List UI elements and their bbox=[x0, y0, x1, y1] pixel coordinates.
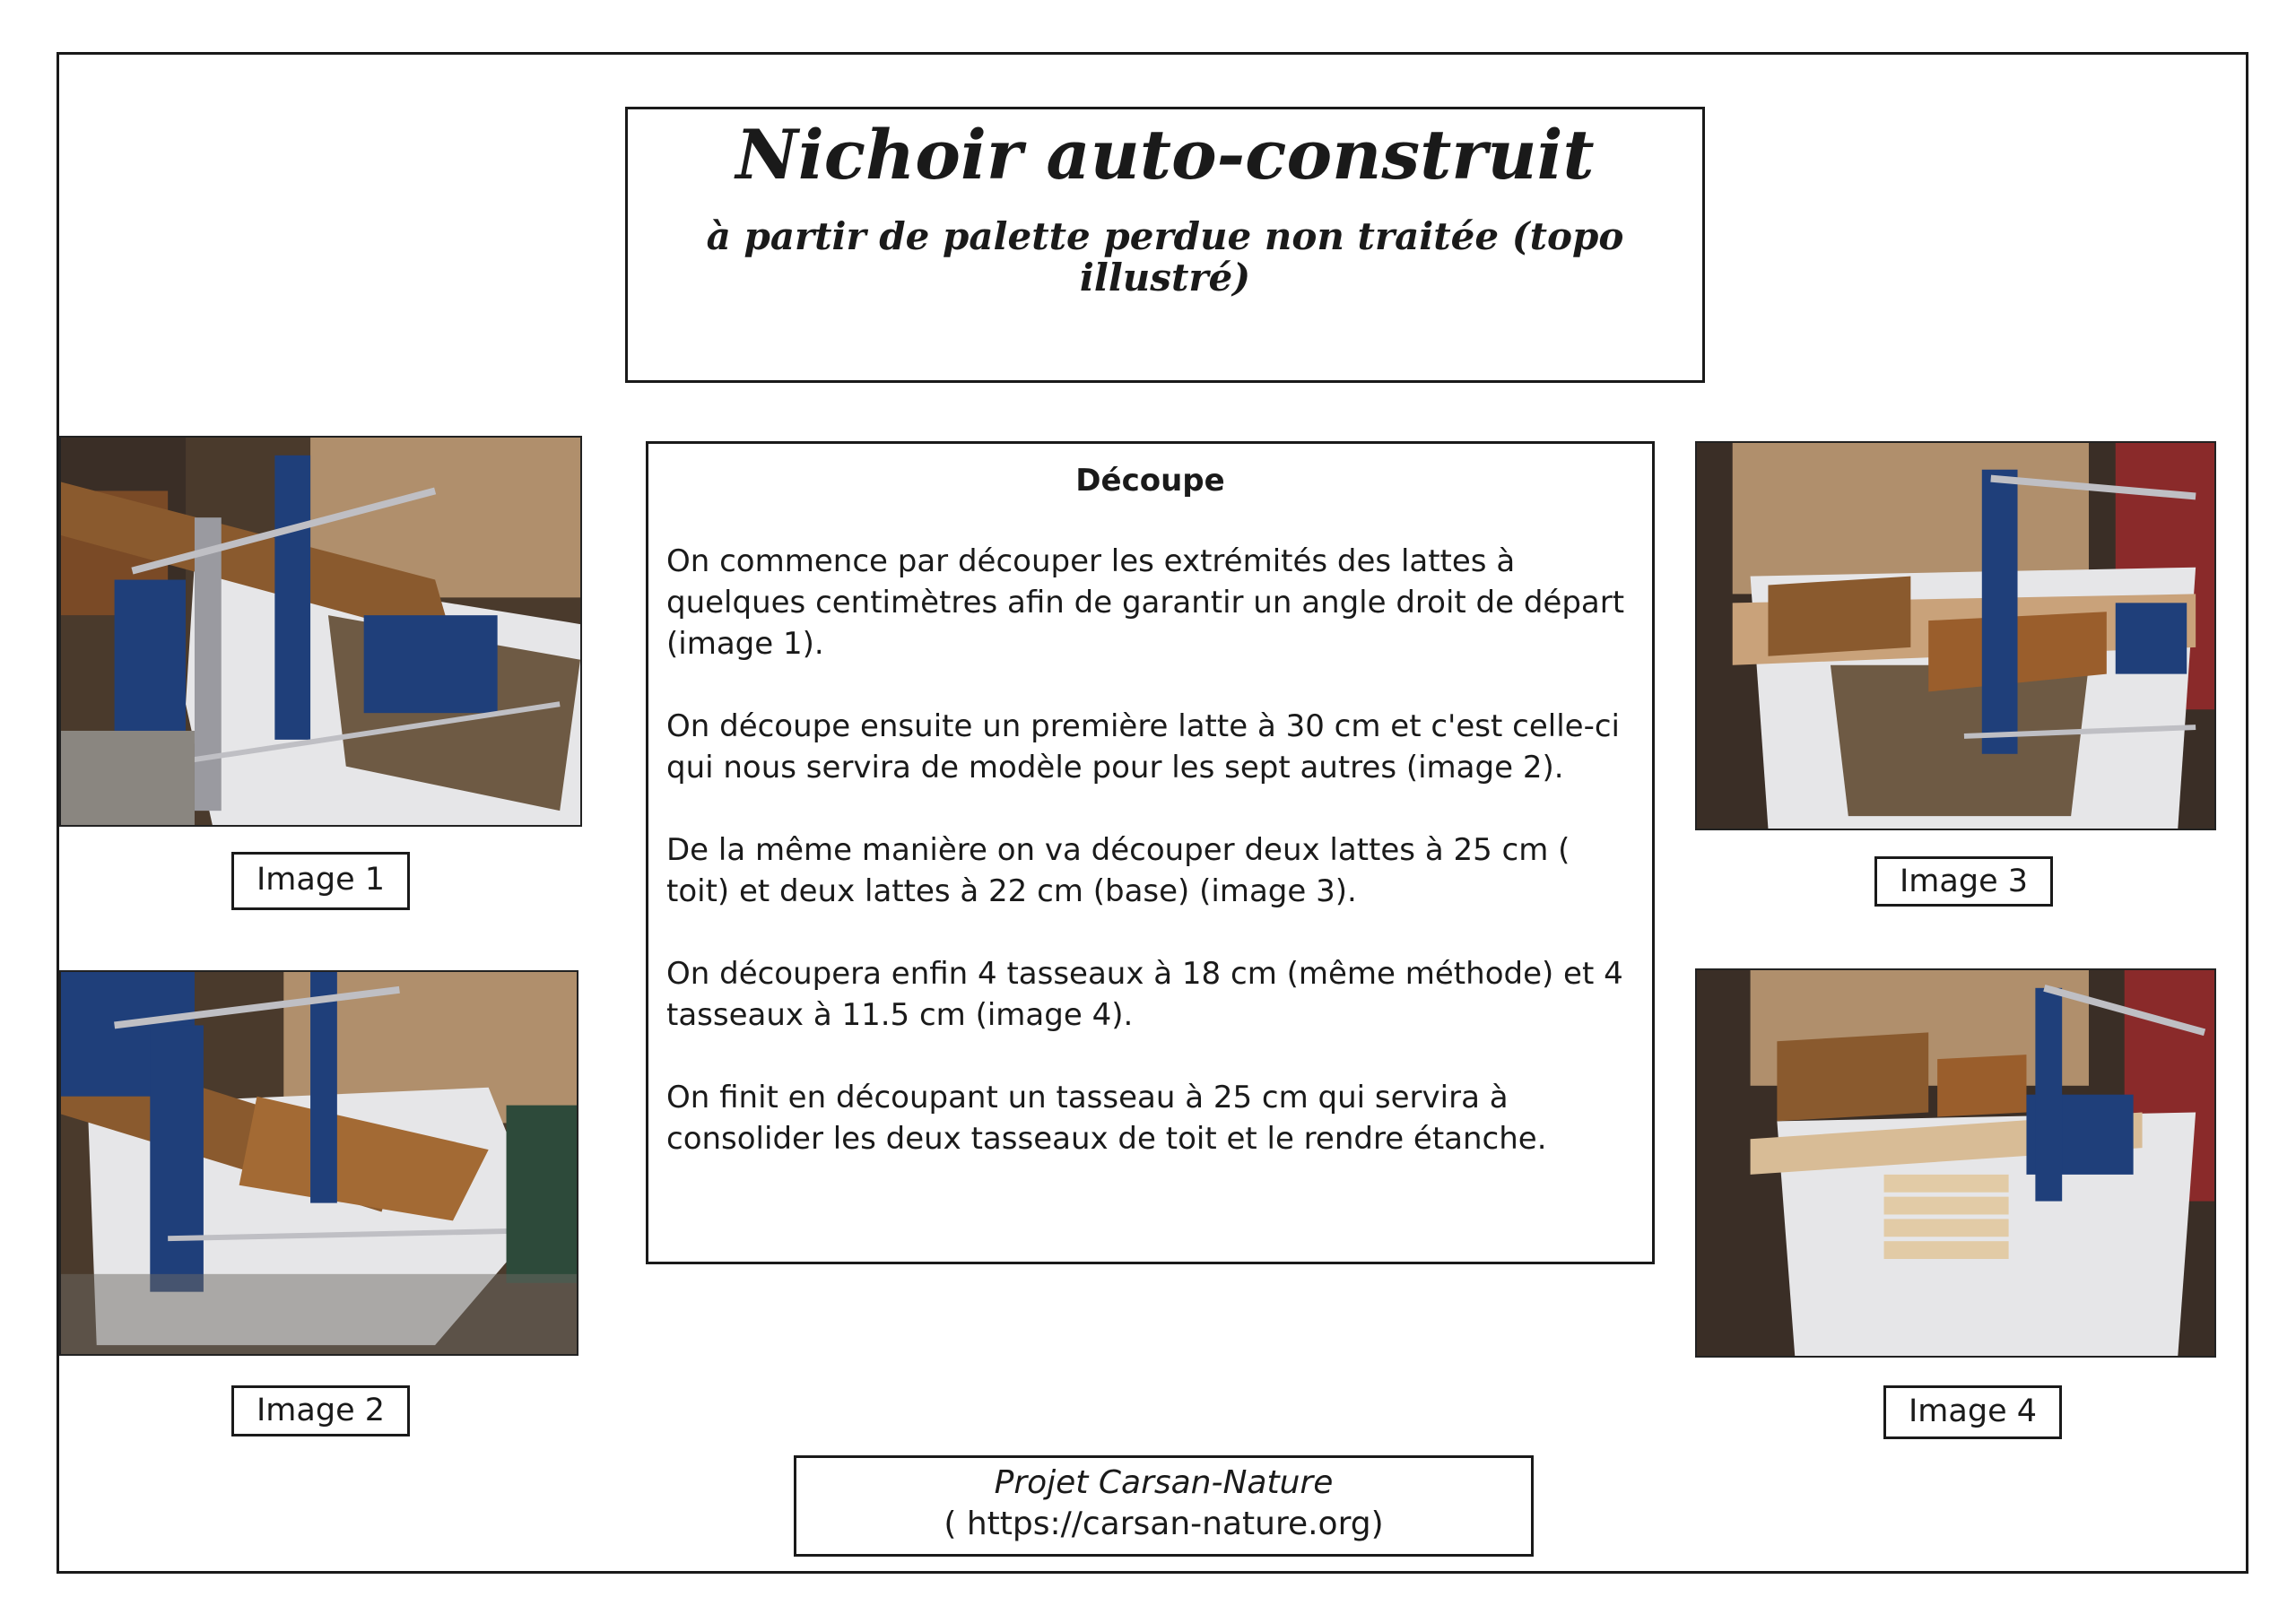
title-box bbox=[625, 107, 1705, 383]
photo-2 bbox=[59, 970, 578, 1356]
caption-image-2: Image 2 bbox=[231, 1385, 410, 1436]
paragraph-2: On découpe ensuite un première latte à 30 cm et c'est celle-ci qui nous servira de modèle pour les sept autres (image 2). bbox=[666, 708, 1620, 785]
photo-1 bbox=[59, 436, 582, 827]
caption-image-3: Image 3 bbox=[1874, 856, 2053, 907]
paragraph-5: On finit en découpant un tasseau à 25 cm qui servira à consolider les deux tasseaux de toit et le rendre étanche. bbox=[666, 1080, 1547, 1157]
project-name: Projet Carsan-Nature bbox=[994, 1464, 1334, 1501]
cutting-section bbox=[646, 441, 1655, 1264]
section-heading: Découpe bbox=[1075, 463, 1225, 499]
caption-image-1: Image 1 bbox=[231, 852, 410, 910]
page-subtitle: à partir de palette perdue non traitée (topo illustré) bbox=[706, 214, 1624, 299]
paragraph-3: De la même manière on va découper deux lattes à 25 cm ( toit) et deux lattes à 22 cm (base) (image 3). bbox=[666, 832, 1570, 909]
paragraph-4: On découpera enfin 4 tasseaux à 18 cm (même méthode) et 4 tasseaux à 11.5 cm (image 4). bbox=[666, 956, 1623, 1033]
photo-3 bbox=[1695, 441, 2216, 830]
paragraph-1: On commence par découper les extrémités des lattes à quelques centimètres afin de garantir un angle droit de départ (image 1). bbox=[666, 543, 1625, 662]
photo-4 bbox=[1695, 968, 2216, 1358]
footer-box bbox=[794, 1455, 1534, 1557]
page-title: Nichoir auto-construit bbox=[735, 115, 1595, 195]
caption-image-4: Image 4 bbox=[1883, 1385, 2062, 1439]
project-url: ( https://carsan-nature.org) bbox=[944, 1506, 1384, 1542]
